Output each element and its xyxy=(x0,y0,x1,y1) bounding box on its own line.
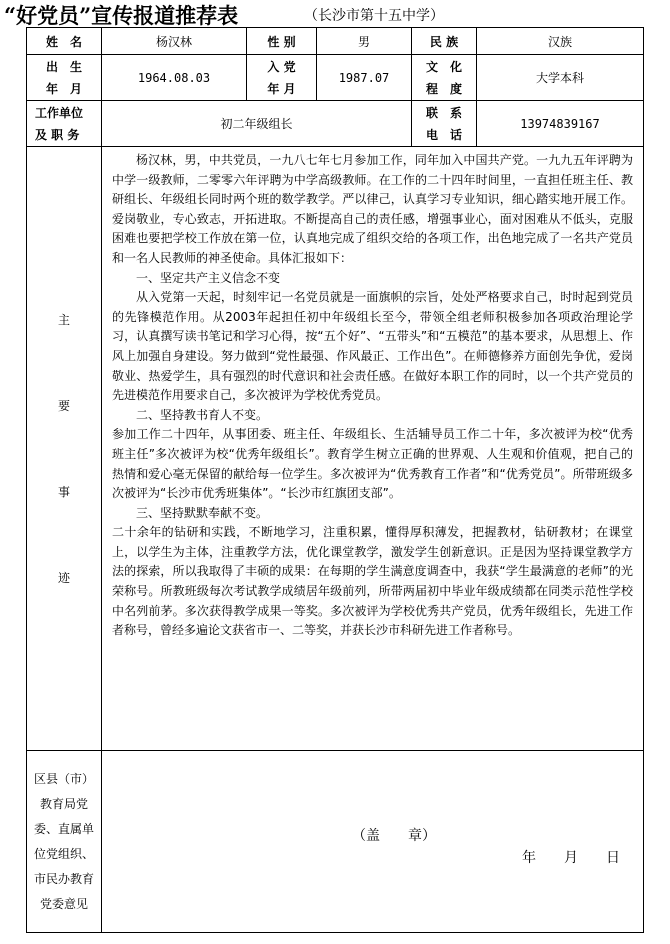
name-label: 姓 名 xyxy=(27,28,102,55)
education-label xyxy=(412,55,477,101)
work-unit-label xyxy=(27,101,102,147)
ethnicity-label: 民 族 xyxy=(412,28,477,55)
side-char: 事 xyxy=(57,484,70,499)
phone-label-line1: 联 系 xyxy=(425,105,462,120)
birth-label-line1: 出 生 xyxy=(45,59,82,74)
main-deeds-label xyxy=(27,147,102,751)
name-value: 杨汉林 xyxy=(102,28,247,55)
gender-value: 男 xyxy=(317,28,412,55)
opinion-label: 区县（市）教育局党委、直属单位党组织、市民办教育党委意见 xyxy=(27,751,102,933)
work-label-line1: 工作单位 xyxy=(35,105,84,120)
main-deeds-content xyxy=(102,147,644,751)
school-name: （长沙市第十五中学） xyxy=(304,8,444,24)
edu-label-line2: 程 度 xyxy=(425,81,462,96)
gender-label: 性 别 xyxy=(247,28,317,55)
phone-label-line2: 电 话 xyxy=(425,127,462,142)
date-placeholder: 年 月 日 xyxy=(522,850,620,866)
deeds-intro: 杨汉林，男，中共党员，一九八七年七月参加工作，同年加入中国共产党。一九九五年评聘为中学一级教师，二零零六年评聘为中学高级教师。在工作的二十四年时间里，一直担任班主任、教研组长、年级组长同时两个班的数学教学。严以律己，认真学习专业知识，细心踏实地开展工作。爱岗敬业，专心致志，开拓进取。不断提高自己的责任感，增强事业心，面对困难从不低头，克服困难也要把学校工作放在第一位，认真地完成了组织交给的各项工作，出色地完成了一名共产党员和一名人民教师的神圣使命。具体汇报如下： xyxy=(112,153,633,265)
side-char: 迹 xyxy=(57,570,70,585)
recommendation-form xyxy=(26,27,644,933)
side-char: 要 xyxy=(57,398,70,413)
row-dates xyxy=(27,55,644,101)
section-body-2: 参加工作二十四年，从事团委、班主任、年级组长、生活辅导员工作二十年，多次被评为校“优秀班主任”多次被评为校“优秀年级组长”。教育学生树立正确的世界观、人生观和价值观，把自己的热情和爱心毫无保留的献给每一位学生。多次被评为“优秀教育工作者”和“优秀党员”。所带班级多次被评为“长沙市优秀班集体”。“长沙市红旗团支部”。 xyxy=(112,427,633,501)
row-basic-info xyxy=(27,28,644,55)
form-title: “好党员”宣传报道推荐表 xyxy=(4,3,239,28)
work-unit-value: 初二年级组长 xyxy=(102,101,412,147)
join-label-line1: 入 党 xyxy=(267,59,296,74)
education-value: 大学本科 xyxy=(477,55,644,101)
opinion-content xyxy=(102,751,644,933)
work-label-line2: 及 职 务 xyxy=(35,127,80,142)
birth-value: 1964.08.03 xyxy=(102,55,247,101)
join-label-line2: 年 月 xyxy=(267,81,296,96)
section-heading-1: 一、坚定共产主义信念不变 xyxy=(136,270,281,285)
join-party-label xyxy=(247,55,317,101)
birth-label-line2: 年 月 xyxy=(45,81,82,96)
section-heading-2: 二、坚持教书育人不变。 xyxy=(136,407,269,422)
side-char: 主 xyxy=(57,312,70,327)
join-party-value: 1987.07 xyxy=(317,55,412,101)
section-body-3: 二十余年的钻研和实践，不断地学习，注重积累，懂得厚积薄发，把握教材，钻研教材；在课堂上，以学生为主体，注重教学方法，优化课堂教学，激发学生创新意识。正是因为坚持课堂教学方法的探索，所以我取得了丰硕的成果：在每期的学生满意度调查中，我获“学生最满意的老师”的光荣称号。所教班级每次考试教学成绩居年级前列，所带两届初中毕业年级成绩都在同类示范性学校中名列前茅。多次获得教学成果一等奖。多次被评为学校优秀共产党员，优秀年级组长，先进工作者称号，曾经多遍论文获省市一、二等奖，并获长沙市科研先进工作者称号。 xyxy=(112,525,633,638)
row-work xyxy=(27,101,644,147)
section-heading-3: 三、坚持默默奉献不变。 xyxy=(136,505,269,520)
form-header xyxy=(4,0,664,26)
birth-label xyxy=(27,55,102,101)
phone-label xyxy=(412,101,477,147)
row-main-deeds xyxy=(27,147,644,751)
ethnicity-value: 汉族 xyxy=(477,28,644,55)
section-body-1: 从入党第一天起，时刻牢记一名党员就是一面旗帜的宗旨，处处严格要求自己，时时起到党员的先锋模范作用。从2003年起担任初中年级组长至今，带领全组老师积极参加各项政治理论学习，认真撰写读书笔记和学习心得，按“五个好”、“五带头”和“五模范”的基本要求，从思想上、作风上加强自身建设。努力做到“党性最强、作风最正、工作出色”。在师德修养方面创先争优，爱岗敬业、热爱学生，具有强烈的时代意识和社会责任感。在做好本职工作的同时，以一个共产党员的先进模范作用要求自己，多次被评为学校优秀党员。 xyxy=(112,290,633,403)
seal-placeholder: （盖 章） xyxy=(352,828,436,844)
phone-value: 13974839167 xyxy=(477,101,644,147)
edu-label-line1: 文 化 xyxy=(425,59,462,74)
row-opinion xyxy=(27,751,644,933)
